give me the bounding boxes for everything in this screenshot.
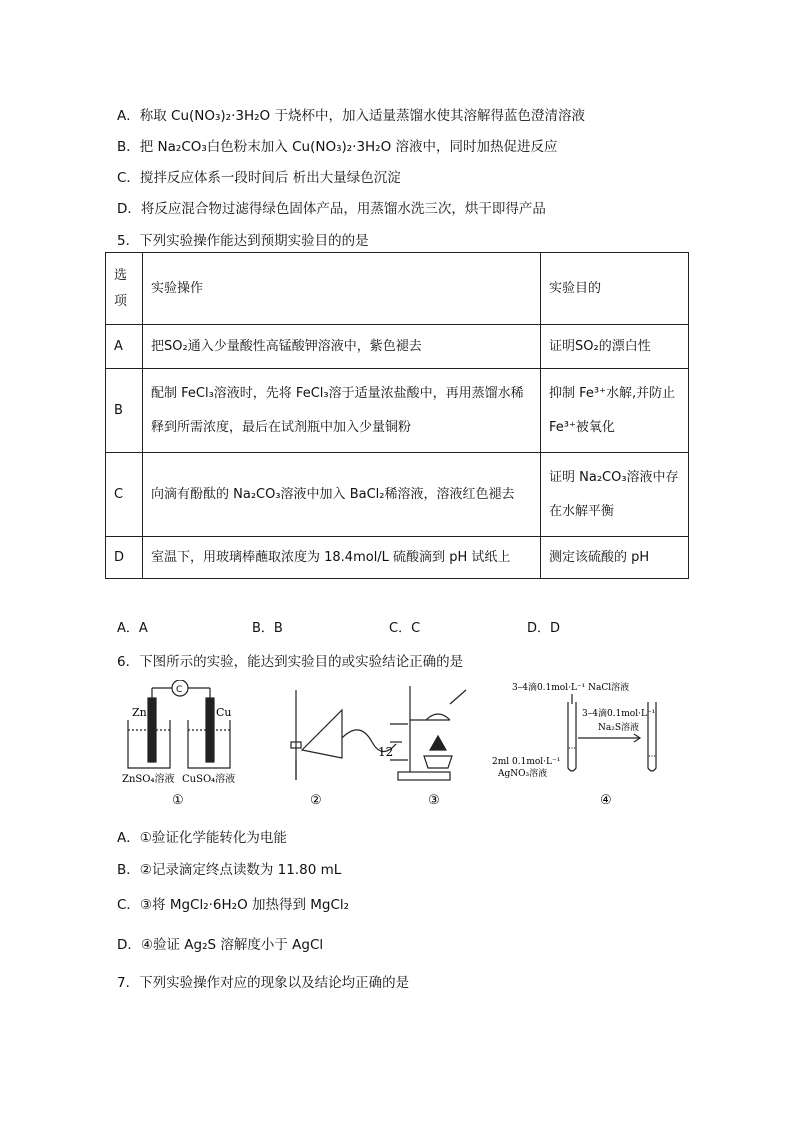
q6-option-d: D．④验证 Ag₂S 溶解度小于 AgCl bbox=[117, 937, 324, 953]
burette-mark: 12 bbox=[378, 745, 394, 759]
zn-label: Zn bbox=[132, 706, 147, 719]
row-goal: 证明SO₂的漂白性 bbox=[541, 325, 689, 369]
table-row bbox=[106, 369, 689, 453]
header-goal: 实验目的 bbox=[541, 253, 689, 325]
q4-option-d: D．将反应混合物过滤得绿色固体产品，用蒸馏水洗三次，烘干即得产品 bbox=[117, 201, 546, 217]
row-goal: 抑制 Fe³⁺水解,并防止 Fe³⁺被氧化 bbox=[541, 369, 689, 453]
caption-1: ① bbox=[172, 793, 184, 808]
q5-choice-d[interactable]: D．D bbox=[527, 621, 561, 636]
q7-question: 7．下列实验操作对应的现象以及结论均正确的是 bbox=[117, 975, 410, 991]
row-option: A bbox=[106, 325, 143, 369]
table-row bbox=[106, 325, 689, 369]
burette-diagram bbox=[291, 690, 408, 780]
header-option: 选项 bbox=[106, 253, 143, 325]
caption-2: ② bbox=[310, 793, 322, 808]
q5-choice-a[interactable]: A．A bbox=[117, 621, 148, 636]
caption-3: ③ bbox=[428, 793, 440, 808]
q5-choice-c[interactable]: C．C bbox=[389, 621, 421, 636]
q6-figure bbox=[120, 680, 680, 810]
row-option: D bbox=[106, 537, 143, 579]
q5-table bbox=[105, 252, 689, 579]
heating-setup-diagram bbox=[398, 686, 466, 780]
caption-4: ④ bbox=[600, 793, 612, 808]
cu-label: Cu bbox=[216, 706, 232, 719]
table-row bbox=[106, 453, 689, 537]
galvanometer-label: C bbox=[176, 685, 183, 695]
row-operation: 把SO₂通入少量酸性高锰酸钾溶液中，紫色褪去 bbox=[143, 325, 541, 369]
header-operation: 实验操作 bbox=[143, 253, 541, 325]
q5-choice-b[interactable]: B．B bbox=[252, 621, 283, 636]
agno3-label-2: AgNO₃溶液 bbox=[498, 769, 548, 779]
q4-option-b: B．把 Na₂CO₃白色粉末加入 Cu(NO₃)₂·3H₂O 溶液中，同时加热促进反应 bbox=[117, 139, 558, 155]
cuso4-label: CuSO₄溶液 bbox=[182, 774, 236, 785]
row-operation: 室温下，用玻璃棒蘸取浓度为 18.4mol/L 硫酸滴到 pH 试纸上 bbox=[143, 537, 541, 579]
q6-question: 6．下图所示的实验，能达到实验目的或实验结论正确的是 bbox=[117, 654, 464, 670]
q4-option-a: A．称取 Cu(NO₃)₂·3H₂O 于烧杯中，加入适量蒸馏水使其溶解得蓝色澄清溶液 bbox=[117, 108, 585, 124]
na2s-label-1: 3–4滴0.1mol·L⁻¹ bbox=[582, 709, 656, 719]
agno3-label-1: 2ml 0.1mol·L⁻¹ bbox=[492, 757, 561, 767]
na2s-label-2: Na₂S溶液 bbox=[598, 723, 640, 733]
q5-question: 5．下列实验操作能达到预期实验目的的是 bbox=[117, 233, 369, 249]
znso4-label: ZnSO₄溶液 bbox=[122, 774, 175, 785]
row-operation: 配制 FeCl₃溶液时，先将 FeCl₃溶于适量浓盐酸中，再用蒸馏水稀释到所需浓度，最后在试剂瓶中加入少量铜粉 bbox=[143, 369, 541, 453]
q6-option-b: B．②记录滴定终点读数为 11.80 mL bbox=[117, 862, 342, 878]
row-operation: 向滴有酚酞的 Na₂CO₃溶液中加入 BaCl₂稀溶液，溶液红色褪去 bbox=[143, 453, 541, 537]
q6-option-c: C．③将 MgCl₂·6H₂O 加热得到 MgCl₂ bbox=[117, 897, 350, 913]
nacl-label: 3–4滴0.1mol·L⁻¹ NaCl溶液 bbox=[512, 683, 630, 693]
table-row bbox=[106, 537, 689, 579]
row-option: B bbox=[106, 369, 143, 453]
row-option: C bbox=[106, 453, 143, 537]
q6-option-a: A．①验证化学能转化为电能 bbox=[117, 830, 287, 846]
q4-option-c: C．搅拌反应体系一段时间后 析出大量绿色沉淀 bbox=[117, 170, 401, 186]
row-goal: 证明 Na₂CO₃溶液中存在水解平衡 bbox=[541, 453, 689, 537]
row-goal: 测定该硫酸的 pH bbox=[541, 537, 689, 579]
table-header-row bbox=[106, 253, 689, 325]
